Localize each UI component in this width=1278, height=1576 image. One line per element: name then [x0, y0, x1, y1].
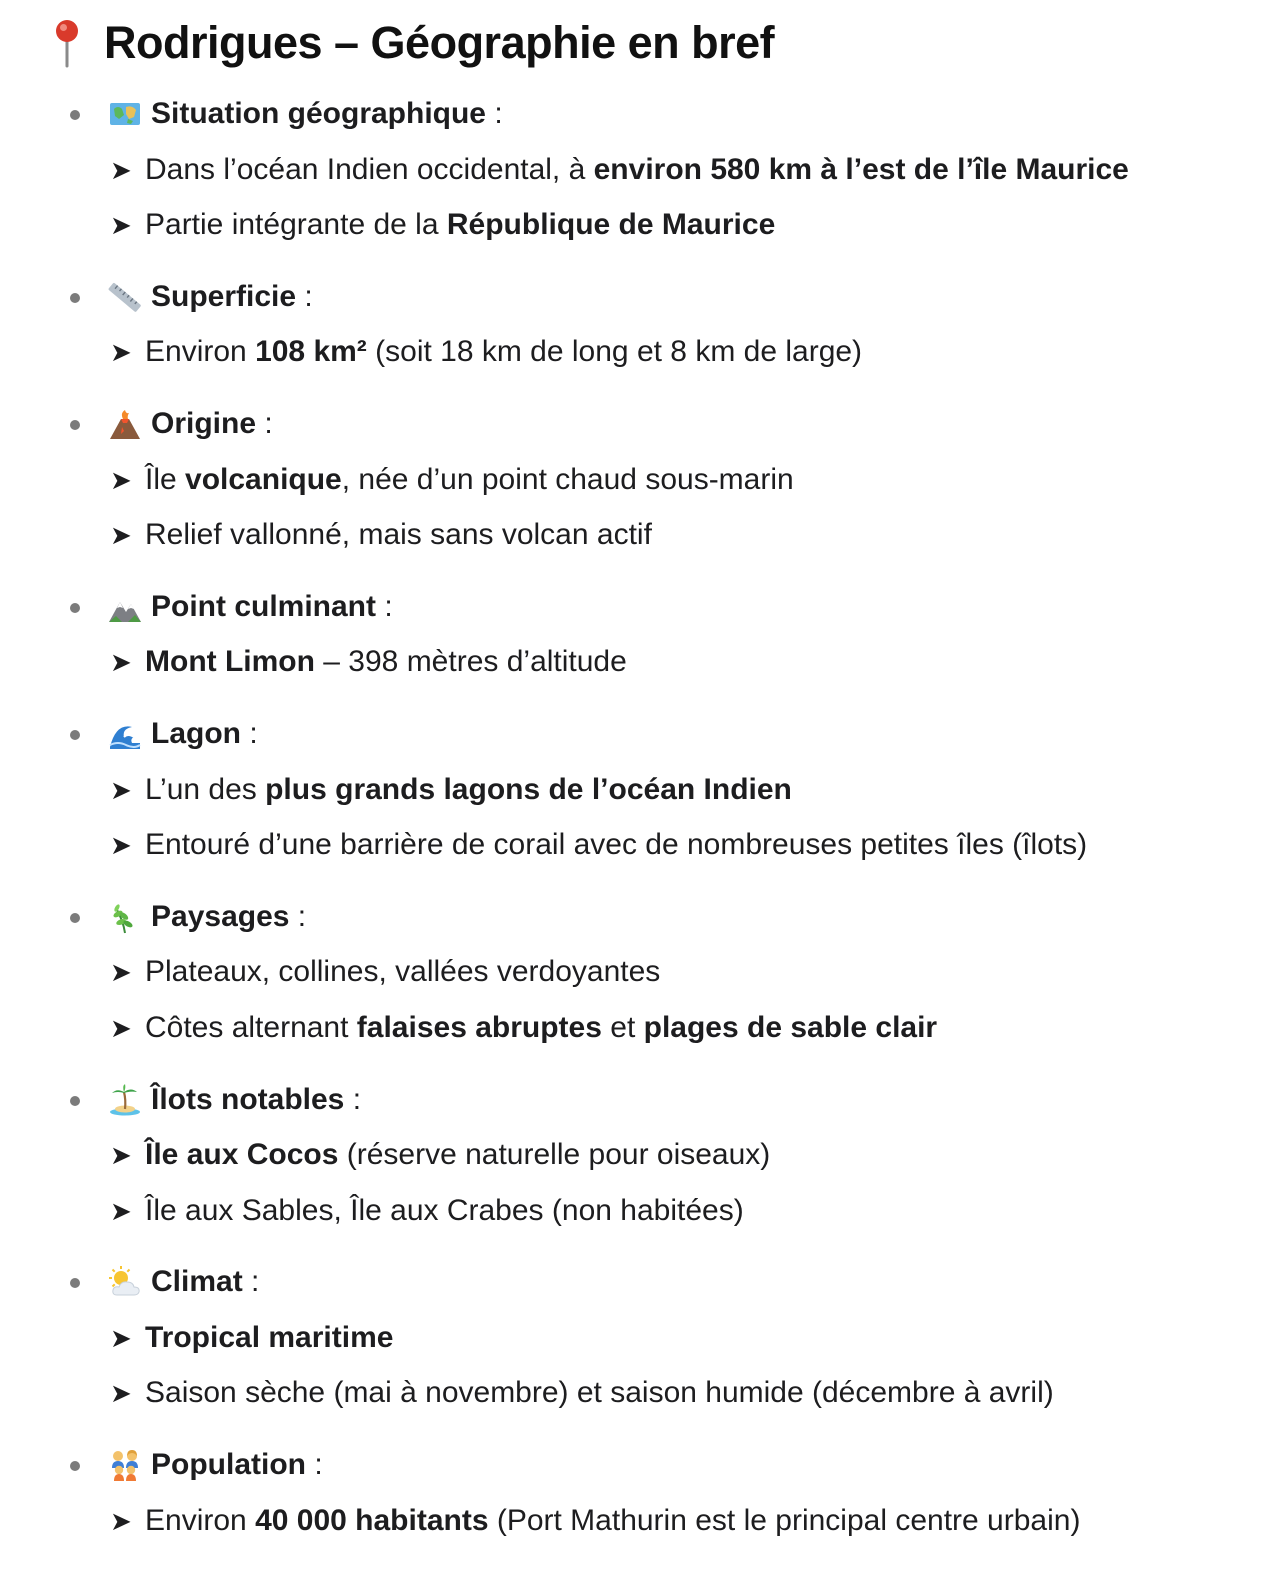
emphasis-text: République de Maurice: [446, 208, 776, 242]
detail-line: [110, 1000, 1278, 1056]
emphasis-text: 108 km²: [255, 335, 367, 369]
arrow-bullet: ➤: [110, 520, 132, 551]
list-item: [50, 86, 1278, 253]
section-heading-label: Population: [151, 1448, 306, 1482]
volcano-icon: [108, 407, 142, 441]
detail-line: [110, 1183, 1278, 1239]
detail-text: (Port Mathurin est le principal centre urbain): [488, 1503, 1081, 1537]
list-item: [50, 1437, 1278, 1548]
detail-line: [110, 634, 1278, 690]
section-heading-label: Superficie: [151, 279, 297, 313]
section-list: [50, 86, 1278, 1548]
section-heading: [108, 1437, 1278, 1493]
list-item: [50, 579, 1278, 690]
arrow-bullet: ➤: [110, 774, 132, 805]
section-heading: [108, 706, 1278, 762]
section-heading: [108, 86, 1278, 142]
detail-text: Île: [145, 462, 186, 496]
detail-text: (réserve naturelle pour oiseaux): [338, 1138, 771, 1172]
detail-line: [110, 1310, 1278, 1366]
arrow-bullet: ➤: [110, 337, 132, 368]
arrow-bullet: ➤: [110, 1195, 132, 1226]
detail-line: [110, 142, 1278, 198]
detail-line: [110, 324, 1278, 380]
herb-icon: [108, 900, 142, 934]
section-heading-suffix: :: [256, 406, 273, 440]
arrow-bullet: ➤: [110, 210, 132, 241]
round-pushpin-icon: [50, 18, 84, 68]
arrow-bullet: ➤: [110, 647, 132, 678]
section-heading: [108, 396, 1278, 452]
detail-line: [110, 817, 1278, 873]
list-item: [50, 889, 1278, 1056]
detail-line: [110, 762, 1278, 818]
section-heading-suffix: :: [241, 716, 258, 750]
list-item: [50, 1072, 1278, 1239]
detail-text: Environ: [145, 1503, 256, 1537]
family-icon: [108, 1448, 142, 1482]
section-heading: [108, 269, 1278, 325]
arrow-bullet: ➤: [110, 1378, 132, 1409]
desert-island-icon: [108, 1082, 142, 1116]
detail-line: [110, 1365, 1278, 1421]
section-heading-suffix: :: [289, 899, 307, 933]
mountain-icon: [108, 590, 142, 624]
section-heading-label: Situation géographique: [151, 97, 486, 130]
detail-text: Partie intégrante de la: [145, 208, 447, 242]
arrow-bullet: ➤: [110, 1140, 132, 1171]
section-heading-suffix: :: [486, 97, 503, 130]
detail-line: [110, 452, 1278, 508]
emphasis-text: 40 000 habitants: [255, 1503, 489, 1537]
page-title-text: Rodrigues – Géographie en bref: [104, 17, 775, 68]
wave-icon: [108, 717, 142, 751]
arrow-bullet: ➤: [110, 957, 132, 988]
section-heading-label: Climat: [151, 1265, 243, 1299]
section-heading-label: Îlots notables: [151, 1082, 345, 1116]
ruler-icon: [108, 280, 142, 314]
section-heading-suffix: :: [305, 1448, 323, 1482]
arrow-bullet: ➤: [110, 1505, 132, 1536]
section-heading: [108, 579, 1278, 635]
detail-text: et: [601, 1010, 644, 1044]
list-item: [50, 396, 1278, 563]
detail-line: [110, 507, 1278, 563]
arrow-bullet: ➤: [110, 1322, 132, 1353]
detail-text: Relief vallonné, mais sans volcan actif: [145, 518, 652, 552]
sun-behind-cloud-icon: [108, 1265, 142, 1299]
section-heading-label: Point culminant: [151, 589, 376, 623]
section-heading-label: Origine: [151, 406, 257, 440]
detail-text: (soit 18 km de long et 8 km de large): [366, 335, 863, 369]
emphasis-text: volcanique: [185, 462, 342, 496]
section-heading-suffix: :: [296, 279, 313, 313]
arrow-bullet: ➤: [110, 1012, 132, 1043]
detail-line: [110, 1493, 1278, 1549]
emphasis-text: environ 580 km à l’est de l’île Maurice: [593, 152, 1129, 186]
detail-line: [110, 197, 1278, 253]
section-heading: [108, 1072, 1278, 1128]
detail-line: [110, 1127, 1278, 1183]
detail-text: Entouré d’une barrière de corail avec de nombreuses petites îles (îlots): [145, 828, 1088, 862]
emphasis-text: Tropical maritime: [145, 1320, 394, 1354]
detail-text: Plateaux, collines, vallées verdoyantes: [145, 955, 661, 989]
arrow-bullet: ➤: [110, 154, 132, 185]
emphasis-text: Mont Limon: [145, 645, 315, 679]
section-heading: [108, 1254, 1278, 1310]
detail-text: Île aux Sables, Île aux Crabes (non habitées): [145, 1193, 744, 1227]
page-title: [50, 0, 1278, 86]
emphasis-text: plus grands lagons de l’océan Indien: [265, 772, 792, 806]
list-item: [50, 706, 1278, 873]
emphasis-text: falaises abruptes: [356, 1010, 602, 1044]
detail-text: – 398 mètres d’altitude: [314, 645, 627, 679]
emphasis-text: Île aux Cocos: [145, 1138, 339, 1172]
detail-text: L’un des: [145, 772, 266, 806]
section-heading-suffix: :: [344, 1082, 362, 1116]
section-heading-label: Paysages: [151, 899, 290, 933]
world-map-icon: [108, 97, 142, 131]
detail-text: Environ: [145, 335, 256, 369]
detail-text: Côtes alternant: [145, 1010, 357, 1044]
section-heading-label: Lagon: [151, 716, 241, 750]
arrow-bullet: ➤: [110, 830, 132, 861]
arrow-bullet: ➤: [110, 464, 132, 495]
section-heading-suffix: :: [376, 589, 393, 623]
emphasis-text: plages de sable clair: [643, 1010, 938, 1044]
detail-text: Saison sèche (mai à novembre) et saison humide (décembre à avril): [145, 1376, 1054, 1410]
section-heading: [108, 889, 1278, 945]
detail-text: , née d’un point chaud sous-marin: [341, 462, 794, 496]
list-item: [50, 1254, 1278, 1421]
list-item: [50, 269, 1278, 380]
detail-line: [110, 944, 1278, 1000]
detail-text: Dans l’océan Indien occidental, à: [145, 152, 594, 186]
section-heading-suffix: :: [242, 1265, 260, 1299]
